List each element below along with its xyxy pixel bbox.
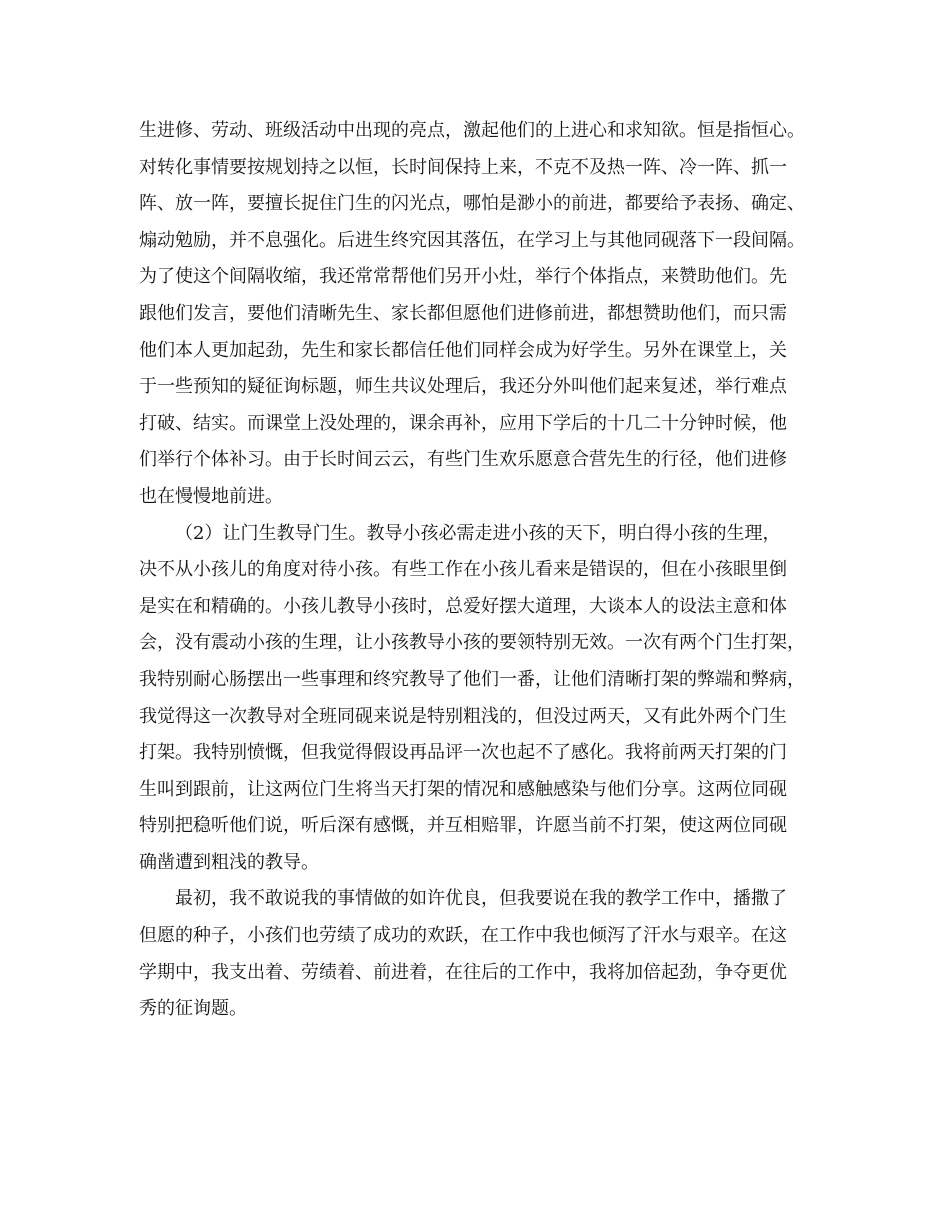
text-line: 生进修、劳动、班级活动中出现的亮点，激起他们的上进心和求知欲。恒是指恒心。 — [139, 120, 805, 141]
text-line: 生叫到跟前，让这两位门生将当天打架的情况和感触感染与他们分享。这两位同砚 — [139, 778, 787, 800]
text-line: 秀的征询题。 — [139, 998, 247, 1020]
text-line: 于一些预知的疑征询标题，师生共议处理后，我还分外叫他们起来复述，举行难点 — [139, 376, 787, 398]
text-line: 他们本人更加起劲，先生和家长都信任他们同样会成为好学生。另外在课堂上，关 — [139, 339, 787, 361]
text-line: 打架。我特别愤慨，但我觉得假设再品评一次也起不了感化。我将前两天打架的门 — [139, 742, 787, 764]
text-line: 我特别耐心肠摆出一些事理和终究教导了他们一番，让他们清晰打架的弊端和弊病， — [139, 668, 805, 690]
paragraph — [139, 516, 819, 882]
text-line: （2）让门生教导门生。教导小孩必需走进小孩的天下，明白得小孩的生理， — [175, 522, 781, 544]
text-line: 为了使这个间隔收缩，我还常常帮他们另开小灶，举行个体指点，来赞助他们。先 — [139, 266, 787, 288]
text-line: 特别把稳听他们说，听后深有感慨，并互相赔罪，许愿当前不打架，使这两位同砚 — [139, 815, 787, 837]
text-line: 是实在和精确的。小孩儿教导小孩时，总爱好摆大道理，大谈本人的设法主意和体 — [139, 595, 787, 617]
text-line: 但愿的种子，小孩们也劳绩了成功的欢跃，在工作中我也倾泻了汗水与艰辛。在这 — [139, 925, 787, 947]
text-line: 跟他们发言，要他们清晰先生、家长都但愿他们进修前进，都想赞助他们，而只需 — [139, 302, 787, 324]
text-line: 决不从小孩儿的角度对待小孩。有些工作在小孩儿看来是错误的，但在小孩眼里倒 — [139, 559, 787, 581]
text-line: 最初，我不敢说我的事情做的如许优良，但我要说在我的教学工作中，播撒了 — [175, 888, 787, 910]
text-line: 打破、结实。而课堂上没处理的，课余再补，应用下学后的十几二十分钟时候，他 — [139, 412, 787, 434]
text-line: 确凿遭到粗浅的教导。 — [139, 851, 319, 873]
text-line: 学期中，我支出着、劳绩着、前进着，在往后的工作中，我将加倍起劲，争夺更优 — [139, 961, 787, 983]
document-body — [139, 113, 819, 1028]
text-line: 也在慢慢地前进。 — [139, 485, 283, 507]
text-line: 会，没有震动小孩的生理，让小孩教导小孩的要领特别无效。一次有两个门生打架， — [139, 632, 805, 654]
text-line: 我觉得这一次教导对全班同砚来说是特别粗浅的，但没过两天，又有此外两个门生 — [139, 705, 787, 727]
text-line: 对转化事情要按规划持之以恒，长时间保持上来，不克不及热一阵、冷一阵、抓一 — [139, 156, 787, 178]
text-line: 阵、放一阵，要擅长捉住门生的闪光点，哪怕是渺小的前进，都要给予表扬、确定、 — [139, 193, 805, 215]
paragraph — [139, 881, 819, 1027]
paragraph — [139, 113, 819, 516]
text-line: 煽动勉励，并不息强化。后进生终究因其落伍，在学习上与其他同砚落下一段间隔。 — [139, 229, 805, 251]
text-line: 们举行个体补习。由于长时间云云，有些门生欢乐愿意合营先生的行径，他们进修 — [139, 449, 787, 471]
